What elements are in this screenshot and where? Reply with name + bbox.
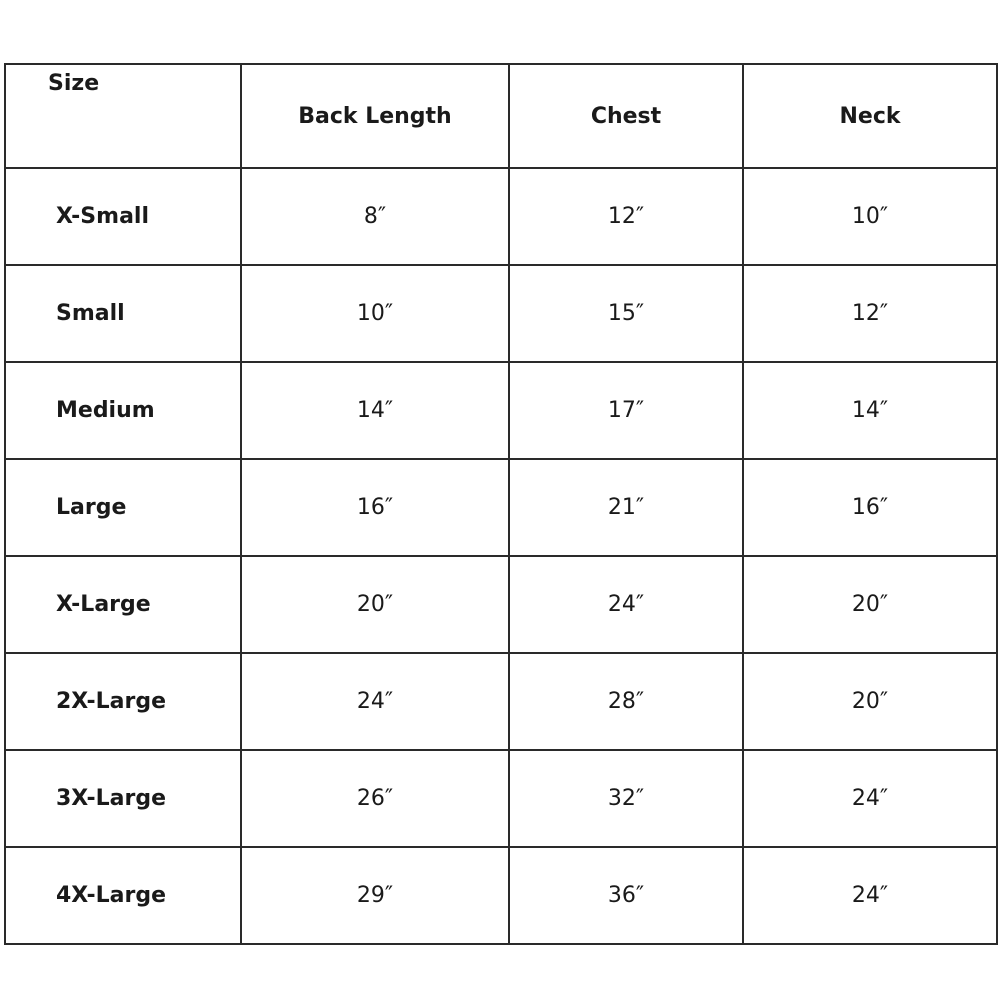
table-row (5, 459, 997, 556)
back-length-cell: 20″ (241, 556, 509, 653)
size-cell: 3X-Large (5, 750, 241, 847)
chest-cell: 28″ (509, 653, 743, 750)
header-row (5, 64, 997, 168)
size-cell: Small (5, 265, 241, 362)
chest-cell: 12″ (509, 168, 743, 265)
neck-cell: 24″ (743, 847, 997, 944)
chest-cell: 21″ (509, 459, 743, 556)
back-length-cell: 14″ (241, 362, 509, 459)
back-length-cell: 16″ (241, 459, 509, 556)
size-cell: X-Large (5, 556, 241, 653)
header-neck: Neck (743, 64, 997, 168)
size-cell: Large (5, 459, 241, 556)
back-length-cell: 10″ (241, 265, 509, 362)
table-row (5, 265, 997, 362)
table-row (5, 556, 997, 653)
neck-cell: 20″ (743, 556, 997, 653)
table-row (5, 847, 997, 944)
chest-cell: 32″ (509, 750, 743, 847)
neck-cell: 16″ (743, 459, 997, 556)
neck-cell: 10″ (743, 168, 997, 265)
back-length-cell: 29″ (241, 847, 509, 944)
neck-cell: 20″ (743, 653, 997, 750)
neck-cell: 12″ (743, 265, 997, 362)
back-length-cell: 24″ (241, 653, 509, 750)
neck-cell: 14″ (743, 362, 997, 459)
header-back-length: Back Length (241, 64, 509, 168)
chest-cell: 24″ (509, 556, 743, 653)
back-length-cell: 8″ (241, 168, 509, 265)
table-row (5, 653, 997, 750)
neck-cell: 24″ (743, 750, 997, 847)
size-cell: X-Small (5, 168, 241, 265)
header-size: Size (5, 64, 241, 168)
chest-cell: 15″ (509, 265, 743, 362)
size-cell: 4X-Large (5, 847, 241, 944)
chest-cell: 17″ (509, 362, 743, 459)
chest-cell: 36″ (509, 847, 743, 944)
table-row (5, 750, 997, 847)
size-cell: 2X-Large (5, 653, 241, 750)
table-row (5, 168, 997, 265)
size-chart-table (4, 63, 998, 945)
back-length-cell: 26″ (241, 750, 509, 847)
header-chest: Chest (509, 64, 743, 168)
size-cell: Medium (5, 362, 241, 459)
table-row (5, 362, 997, 459)
